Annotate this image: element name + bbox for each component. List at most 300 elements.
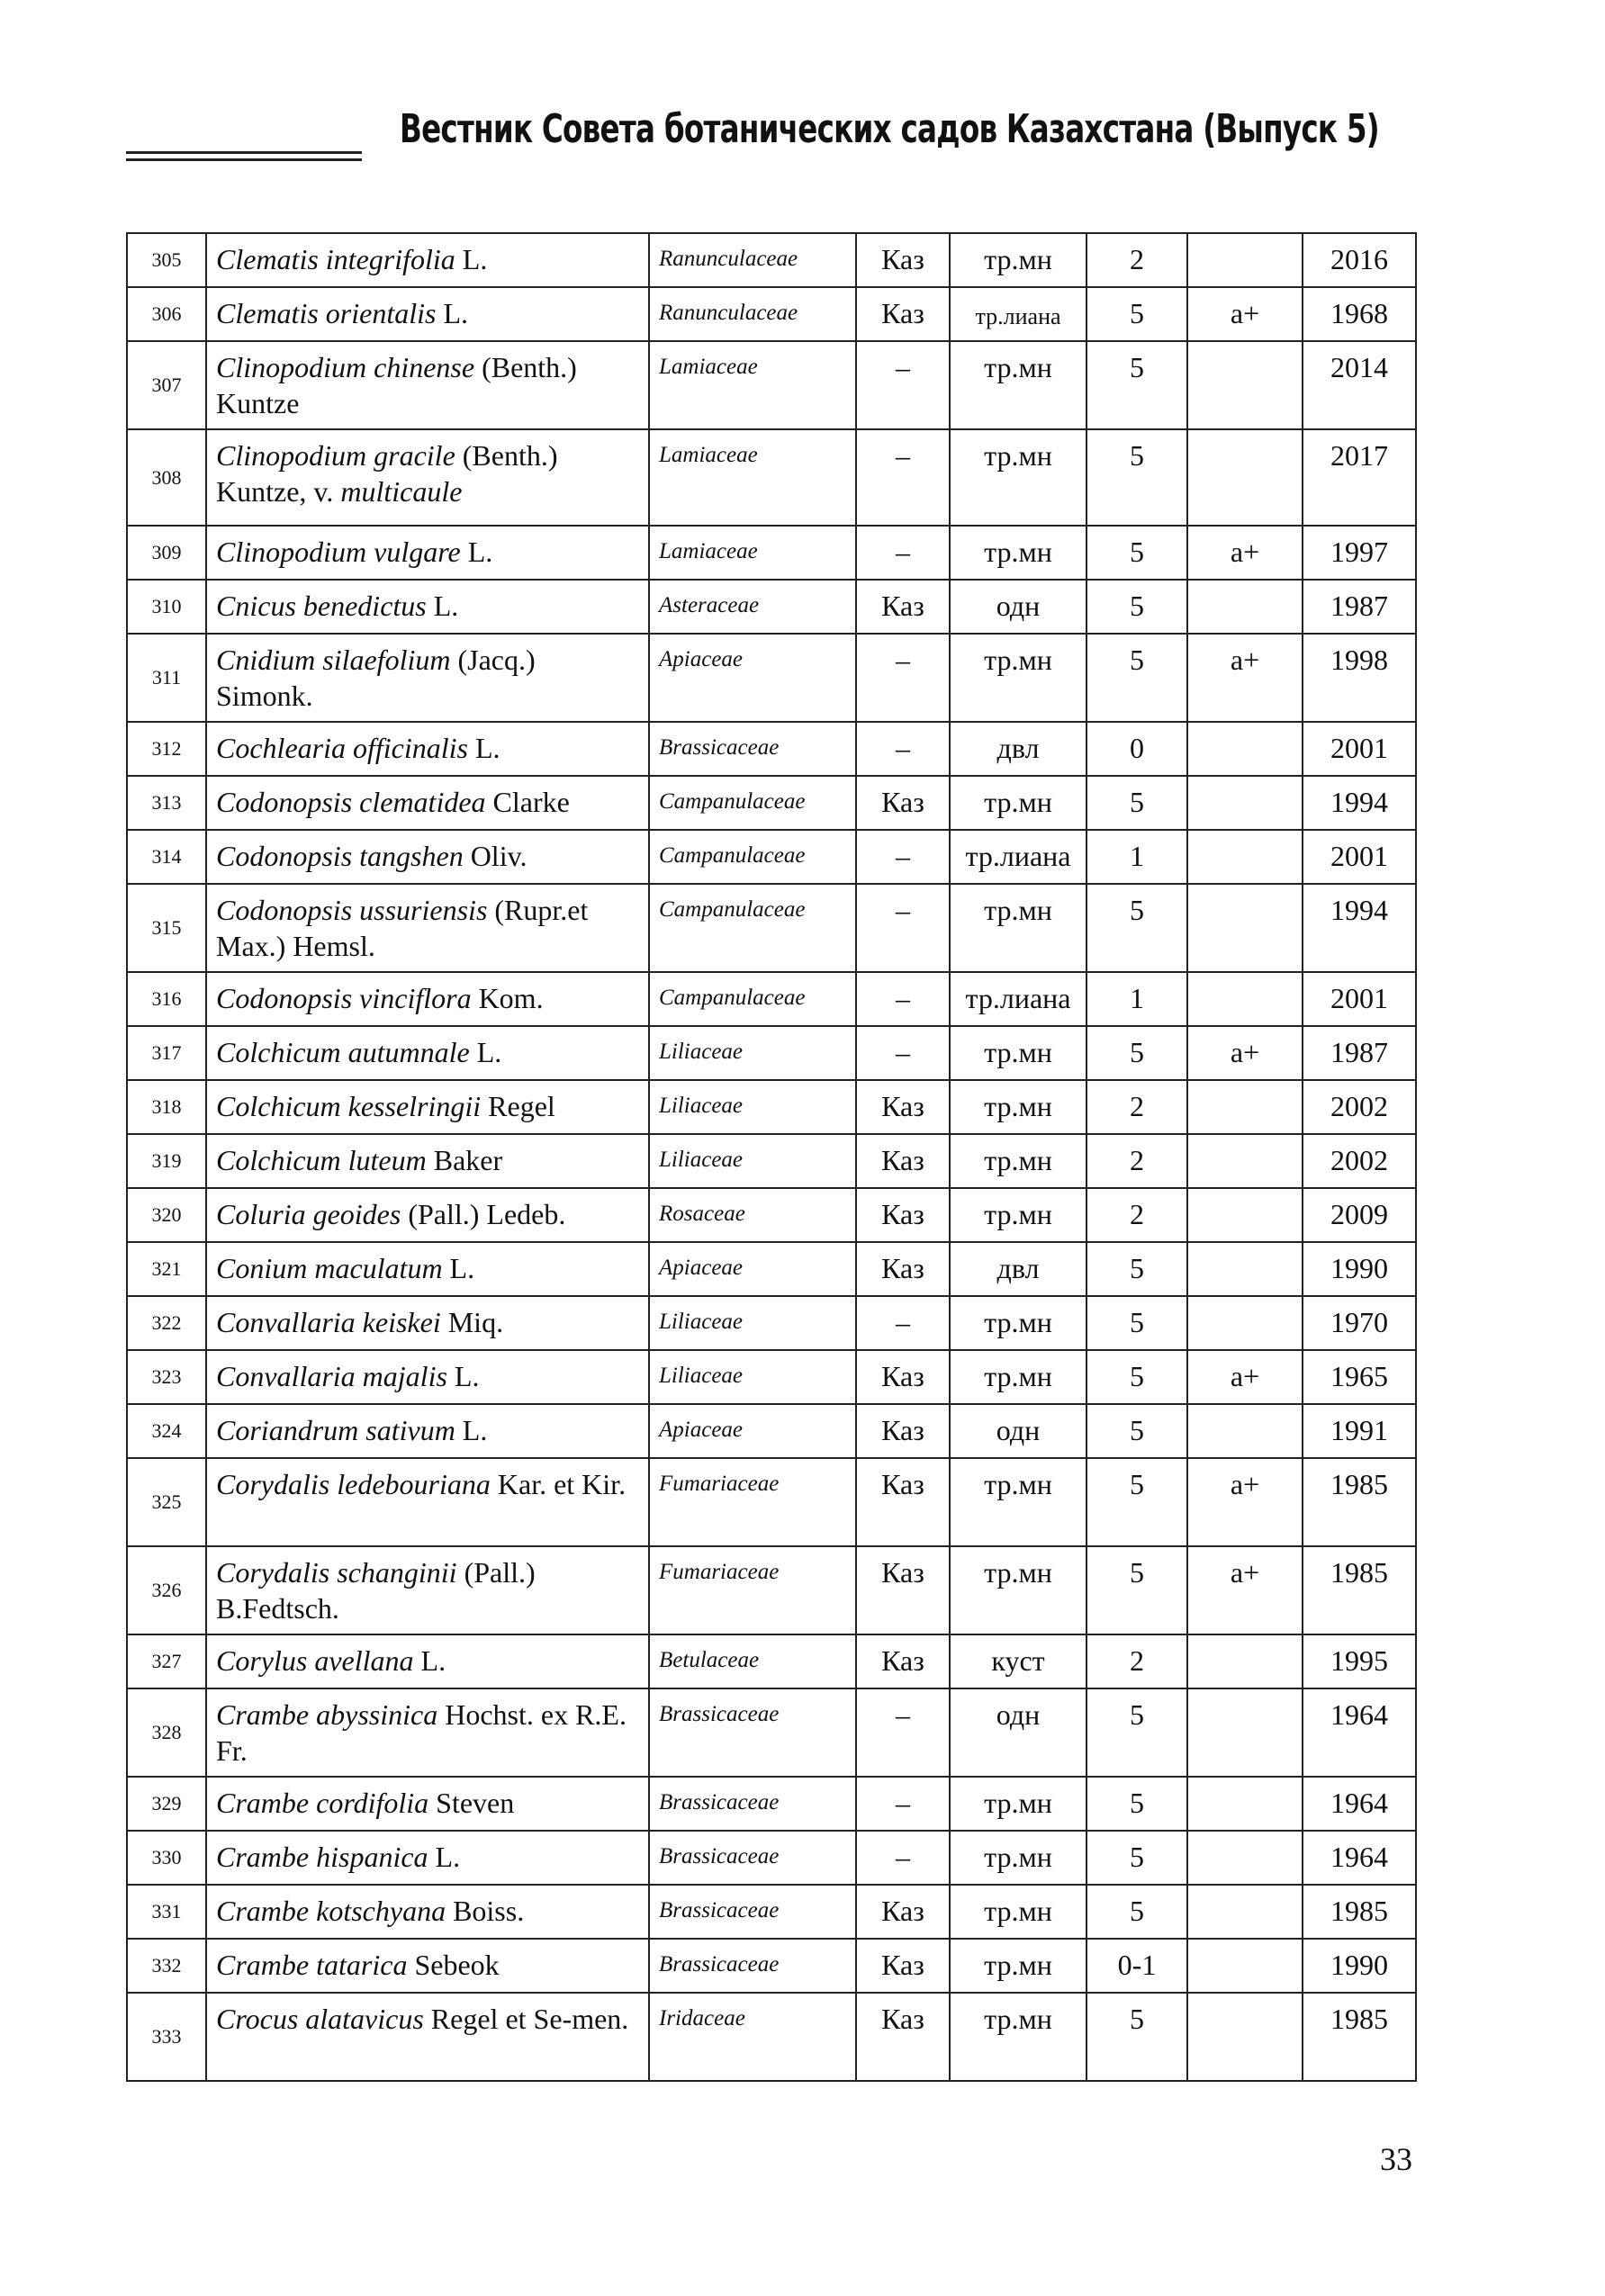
- species-binomial: Corydalis ledebouriana: [216, 1468, 491, 1500]
- mark-cell: а+: [1187, 1458, 1303, 1546]
- species-binomial: Colchicum autumnale: [216, 1036, 470, 1068]
- life-form-cell: тр.мн: [950, 1885, 1087, 1939]
- table-row: [127, 1688, 1416, 1777]
- table-row: [127, 1831, 1416, 1885]
- family-cell: Liliaceae: [649, 1026, 856, 1080]
- region-cell: –: [856, 341, 950, 429]
- mark-cell: а+: [1187, 287, 1303, 341]
- life-form-cell: тр.мн: [950, 1458, 1087, 1546]
- row-number: 317: [127, 1026, 206, 1080]
- species-binomial: Codonopsis ussuriensis: [216, 894, 488, 926]
- family-cell: Liliaceae: [649, 1350, 856, 1404]
- mark-cell: [1187, 722, 1303, 776]
- year-cell: 1985: [1303, 1458, 1416, 1546]
- header-rule: [126, 151, 362, 166]
- region-cell: –: [856, 1831, 950, 1885]
- family-cell: Asteraceae: [649, 580, 856, 634]
- score-cell: 5: [1087, 634, 1187, 722]
- region-cell: –: [856, 1026, 950, 1080]
- year-cell: 1990: [1303, 1939, 1416, 1993]
- page-number: 33: [1380, 2141, 1412, 2177]
- family-cell: Fumariaceae: [649, 1546, 856, 1634]
- species-binomial: Crambe hispanica: [216, 1841, 428, 1873]
- family-cell: Lamiaceae: [649, 526, 856, 580]
- species-author: L.: [442, 1252, 475, 1284]
- table-row: [127, 1296, 1416, 1350]
- species-name: [206, 884, 649, 972]
- species-author: L.: [436, 297, 468, 329]
- score-cell: 1: [1087, 972, 1187, 1026]
- life-form-cell: куст: [950, 1634, 1087, 1688]
- mark-cell: а+: [1187, 1350, 1303, 1404]
- mark-cell: [1187, 884, 1303, 972]
- family-cell: Rosaceae: [649, 1188, 856, 1242]
- species-name: [206, 776, 649, 830]
- mark-cell: [1187, 1134, 1303, 1188]
- life-form-cell: одн: [950, 1688, 1087, 1777]
- species-author: (Jacq.) Simonk.: [216, 644, 536, 712]
- year-cell: 2002: [1303, 1080, 1416, 1134]
- species-binomial: Coluria geoides: [216, 1198, 401, 1230]
- family-cell: Brassicaceae: [649, 1885, 856, 1939]
- table-row: [127, 1404, 1416, 1458]
- life-form-cell: тр.мн: [950, 526, 1087, 580]
- species-binomial: Clinopodium gracile: [216, 439, 455, 472]
- species-author: L.: [428, 1841, 461, 1873]
- family-cell: Lamiaceae: [649, 429, 856, 526]
- life-form-cell: тр.мн: [950, 1831, 1087, 1885]
- species-binomial: Corydalis schanginii: [216, 1556, 457, 1589]
- table-row: [127, 233, 1416, 287]
- row-number: 332: [127, 1939, 206, 1993]
- species-author: Regel et Se-men.: [423, 2003, 629, 2035]
- row-number: 325: [127, 1458, 206, 1546]
- mark-cell: а+: [1187, 634, 1303, 722]
- year-cell: 2001: [1303, 722, 1416, 776]
- score-cell: 5: [1087, 1688, 1187, 1777]
- species-binomial: Corylus avellana: [216, 1644, 414, 1677]
- species-name: [206, 526, 649, 580]
- species-author: Baker: [426, 1144, 503, 1176]
- year-cell: 1994: [1303, 776, 1416, 830]
- year-cell: 2002: [1303, 1134, 1416, 1188]
- mark-cell: [1187, 1885, 1303, 1939]
- species-name: [206, 287, 649, 341]
- life-form-cell: двл: [950, 722, 1087, 776]
- family-cell: Liliaceae: [649, 1080, 856, 1134]
- life-form-cell: тр.лиана: [950, 830, 1087, 884]
- score-cell: 5: [1087, 580, 1187, 634]
- species-author: L.: [426, 590, 459, 622]
- table-row: [127, 830, 1416, 884]
- table-row: [127, 1080, 1416, 1134]
- score-cell: 0-1: [1087, 1939, 1187, 1993]
- year-cell: 1965: [1303, 1350, 1416, 1404]
- mark-cell: [1187, 1404, 1303, 1458]
- species-author: L.: [413, 1644, 446, 1677]
- life-form-cell: тр.мн: [950, 341, 1087, 429]
- life-form-cell: одн: [950, 580, 1087, 634]
- species-author: Regel: [481, 1090, 555, 1122]
- species-author: (Benth.) Kuntze: [216, 351, 577, 419]
- life-form-cell: тр.мн: [950, 884, 1087, 972]
- region-cell: Каз: [856, 1134, 950, 1188]
- species-name: [206, 1458, 649, 1546]
- year-cell: 1985: [1303, 1546, 1416, 1634]
- family-cell: Brassicaceae: [649, 1831, 856, 1885]
- year-cell: 1987: [1303, 580, 1416, 634]
- life-form-cell: тр.мн: [950, 1026, 1087, 1080]
- region-cell: –: [856, 526, 950, 580]
- table-row: [127, 1188, 1416, 1242]
- species-binomial: Crocus alatavicus: [216, 2003, 424, 2035]
- mark-cell: [1187, 1939, 1303, 1993]
- species-name: [206, 1080, 649, 1134]
- table-row: [127, 1134, 1416, 1188]
- table-row: [127, 341, 1416, 429]
- species-author: L.: [455, 1414, 488, 1446]
- species-binomial: Codonopsis tangshen: [216, 840, 464, 872]
- family-cell: Fumariaceae: [649, 1458, 856, 1546]
- row-number: 333: [127, 1993, 206, 2081]
- region-cell: Каз: [856, 1242, 950, 1296]
- year-cell: 2001: [1303, 830, 1416, 884]
- species-binomial: Codonopsis clematidea: [216, 786, 486, 818]
- table-row: [127, 776, 1416, 830]
- row-number: 311: [127, 634, 206, 722]
- life-form-cell: тр.мн: [950, 1939, 1087, 1993]
- score-cell: 5: [1087, 1546, 1187, 1634]
- row-number: 319: [127, 1134, 206, 1188]
- year-cell: 1998: [1303, 634, 1416, 722]
- species-author: (Benth.) Kuntze, v.: [216, 439, 558, 508]
- year-cell: 1987: [1303, 1026, 1416, 1080]
- year-cell: 1997: [1303, 526, 1416, 580]
- species-name: [206, 722, 649, 776]
- species-name: [206, 1546, 649, 1634]
- species-author: (Pall.) Ledeb.: [401, 1198, 566, 1230]
- species-name: [206, 1885, 649, 1939]
- row-number: 308: [127, 429, 206, 526]
- species-binomial: Crambe tatarica: [216, 1949, 408, 1981]
- year-cell: 1985: [1303, 1885, 1416, 1939]
- species-binomial: Conium maculatum: [216, 1252, 443, 1284]
- row-number: 305: [127, 233, 206, 287]
- row-number: 307: [127, 341, 206, 429]
- species-author: L.: [469, 1036, 502, 1068]
- row-number: 309: [127, 526, 206, 580]
- row-number: 314: [127, 830, 206, 884]
- mark-cell: [1187, 1242, 1303, 1296]
- species-name: [206, 1134, 649, 1188]
- family-cell: Brassicaceae: [649, 1939, 856, 1993]
- region-cell: –: [856, 634, 950, 722]
- species-name: [206, 1350, 649, 1404]
- table-row: [127, 634, 1416, 722]
- table-row: [127, 580, 1416, 634]
- region-cell: –: [856, 722, 950, 776]
- mark-cell: [1187, 776, 1303, 830]
- life-form-cell: тр.мн: [950, 1080, 1087, 1134]
- year-cell: 1964: [1303, 1688, 1416, 1777]
- species-name: [206, 1188, 649, 1242]
- species-table: [126, 232, 1417, 2082]
- life-form-cell: тр.мн: [950, 233, 1087, 287]
- mark-cell: а+: [1187, 526, 1303, 580]
- species-binomial: Clematis integrifolia: [216, 243, 455, 275]
- score-cell: 5: [1087, 341, 1187, 429]
- region-cell: –: [856, 884, 950, 972]
- species-author: (Pall.) B.Fedtsch.: [216, 1556, 536, 1625]
- row-number: 330: [127, 1831, 206, 1885]
- table-row: [127, 1777, 1416, 1831]
- row-number: 312: [127, 722, 206, 776]
- species-author: Hochst. ex R.E. Fr.: [216, 1698, 627, 1767]
- family-cell: Betulaceae: [649, 1634, 856, 1688]
- score-cell: 5: [1087, 287, 1187, 341]
- family-cell: Campanulaceae: [649, 830, 856, 884]
- score-cell: 2: [1087, 1080, 1187, 1134]
- family-cell: Lamiaceae: [649, 341, 856, 429]
- species-name: [206, 341, 649, 429]
- region-cell: Каз: [856, 287, 950, 341]
- row-number: 321: [127, 1242, 206, 1296]
- species-name: [206, 1296, 649, 1350]
- table-row: [127, 1993, 1416, 2081]
- species-binomial: Coriandrum sativum: [216, 1414, 455, 1446]
- region-cell: Каз: [856, 580, 950, 634]
- score-cell: 5: [1087, 1350, 1187, 1404]
- species-name: [206, 429, 649, 526]
- species-binomial: Colchicum kesselringii: [216, 1090, 482, 1122]
- species-binomial: Cnidium silaefolium: [216, 644, 451, 676]
- species-author: L.: [455, 243, 488, 275]
- score-cell: 5: [1087, 1404, 1187, 1458]
- family-cell: Apiaceae: [649, 1242, 856, 1296]
- table-row: [127, 1458, 1416, 1546]
- mark-cell: [1187, 429, 1303, 526]
- mark-cell: [1187, 1831, 1303, 1885]
- score-cell: 5: [1087, 526, 1187, 580]
- mark-cell: [1187, 1777, 1303, 1831]
- row-number: 310: [127, 580, 206, 634]
- family-cell: Brassicaceae: [649, 722, 856, 776]
- score-cell: 5: [1087, 776, 1187, 830]
- mark-cell: [1187, 1634, 1303, 1688]
- row-number: 323: [127, 1350, 206, 1404]
- species-binomial: Colchicum luteum: [216, 1144, 427, 1176]
- region-cell: –: [856, 1688, 950, 1777]
- row-number: 306: [127, 287, 206, 341]
- score-cell: 5: [1087, 1026, 1187, 1080]
- table-row: [127, 1242, 1416, 1296]
- species-name: [206, 1831, 649, 1885]
- mark-cell: а+: [1187, 1546, 1303, 1634]
- table-row: [127, 1634, 1416, 1688]
- species-binomial: Convallaria keiskei: [216, 1306, 441, 1338]
- family-cell: Liliaceae: [649, 1134, 856, 1188]
- species-author: Steven: [428, 1787, 515, 1819]
- mark-cell: [1187, 1080, 1303, 1134]
- species-author: Clarke: [485, 786, 570, 818]
- species-author: Kar. et Kir.: [490, 1468, 627, 1500]
- region-cell: –: [856, 429, 950, 526]
- species-author: L.: [467, 732, 500, 764]
- species-author: Kom.: [471, 982, 544, 1014]
- species-name: [206, 830, 649, 884]
- species-author: Oliv.: [463, 840, 527, 872]
- species-name: [206, 580, 649, 634]
- table-row: [127, 884, 1416, 972]
- life-form-cell: тр.мн: [950, 429, 1087, 526]
- species-binomial: Crambe abyssinica: [216, 1698, 438, 1731]
- year-cell: 2001: [1303, 972, 1416, 1026]
- score-cell: 5: [1087, 1242, 1187, 1296]
- mark-cell: [1187, 341, 1303, 429]
- species-name: [206, 1993, 649, 2081]
- family-cell: Apiaceae: [649, 634, 856, 722]
- life-form-cell: двл: [950, 1242, 1087, 1296]
- year-cell: 1995: [1303, 1634, 1416, 1688]
- year-cell: 1994: [1303, 884, 1416, 972]
- row-number: 316: [127, 972, 206, 1026]
- family-cell: Campanulaceae: [649, 776, 856, 830]
- score-cell: 2: [1087, 233, 1187, 287]
- mark-cell: [1187, 1188, 1303, 1242]
- score-cell: 5: [1087, 1885, 1187, 1939]
- year-cell: 1968: [1303, 287, 1416, 341]
- region-cell: Каз: [856, 1188, 950, 1242]
- life-form-cell: тр.мн: [950, 1188, 1087, 1242]
- family-cell: Brassicaceae: [649, 1777, 856, 1831]
- family-cell: Campanulaceae: [649, 972, 856, 1026]
- table-row: [127, 429, 1416, 526]
- score-cell: 5: [1087, 1831, 1187, 1885]
- species-binomial: Convallaria majalis: [216, 1360, 447, 1392]
- score-cell: 5: [1087, 1296, 1187, 1350]
- region-cell: Каз: [856, 1885, 950, 1939]
- row-number: 327: [127, 1634, 206, 1688]
- species-binomial: Cnicus benedictus: [216, 590, 427, 622]
- species-binomial: Crambe kotschyana: [216, 1895, 446, 1927]
- species-name: [206, 1777, 649, 1831]
- table-row: [127, 722, 1416, 776]
- species-author: Sebeok: [407, 1949, 500, 1981]
- mark-cell: [1187, 1993, 1303, 2081]
- family-cell: Iridaceae: [649, 1993, 856, 2081]
- score-cell: 5: [1087, 884, 1187, 972]
- species-name: [206, 233, 649, 287]
- region-cell: Каз: [856, 1404, 950, 1458]
- species-author: Boiss.: [446, 1895, 525, 1927]
- mark-cell: [1187, 580, 1303, 634]
- species-binomial: Clinopodium chinense: [216, 351, 475, 383]
- score-cell: 5: [1087, 1993, 1187, 2081]
- region-cell: Каз: [856, 1350, 950, 1404]
- score-cell: 2: [1087, 1634, 1187, 1688]
- family-cell: Ranunculaceae: [649, 233, 856, 287]
- family-cell: Apiaceae: [649, 1404, 856, 1458]
- family-cell: Ranunculaceae: [649, 287, 856, 341]
- row-number: 313: [127, 776, 206, 830]
- table-row: [127, 1350, 1416, 1404]
- year-cell: 2016: [1303, 233, 1416, 287]
- species-author: L.: [460, 536, 493, 568]
- life-form-cell: тр.мн: [950, 634, 1087, 722]
- region-cell: Каз: [856, 1634, 950, 1688]
- table-row: [127, 1026, 1416, 1080]
- region-cell: Каз: [856, 776, 950, 830]
- year-cell: 2017: [1303, 429, 1416, 526]
- year-cell: 1985: [1303, 1993, 1416, 2081]
- table-row: [127, 972, 1416, 1026]
- row-number: 331: [127, 1885, 206, 1939]
- species-name: [206, 972, 649, 1026]
- life-form-cell: тр.мн: [950, 1993, 1087, 2081]
- species-binomial: Codonopsis vinciflora: [216, 982, 472, 1014]
- mark-cell: а+: [1187, 1026, 1303, 1080]
- row-number: 324: [127, 1404, 206, 1458]
- table-row: [127, 526, 1416, 580]
- species-binomial: Cochlearia officinalis: [216, 732, 468, 764]
- table-row: [127, 1939, 1416, 1993]
- region-cell: Каз: [856, 1993, 950, 2081]
- row-number: 318: [127, 1080, 206, 1134]
- species-author: L.: [446, 1360, 480, 1392]
- table-row: [127, 1546, 1416, 1634]
- family-cell: Liliaceae: [649, 1296, 856, 1350]
- region-cell: Каз: [856, 1080, 950, 1134]
- species-name: [206, 1634, 649, 1688]
- life-form-cell: тр.мн: [950, 776, 1087, 830]
- year-cell: 2014: [1303, 341, 1416, 429]
- region-cell: –: [856, 1777, 950, 1831]
- life-form-cell: тр.мн: [950, 1134, 1087, 1188]
- region-cell: –: [856, 972, 950, 1026]
- region-cell: –: [856, 830, 950, 884]
- mark-cell: [1187, 972, 1303, 1026]
- score-cell: 5: [1087, 1777, 1187, 1831]
- species-name: [206, 1404, 649, 1458]
- species-binomial: Crambe cordifolia: [216, 1787, 429, 1819]
- life-form-cell: тр.мн: [950, 1296, 1087, 1350]
- year-cell: 1990: [1303, 1242, 1416, 1296]
- life-form-cell: тр.лиана: [950, 972, 1087, 1026]
- life-form-cell: тр.мн: [950, 1350, 1087, 1404]
- species-name: [206, 1939, 649, 1993]
- year-cell: 1970: [1303, 1296, 1416, 1350]
- species-variety: multicaule: [340, 475, 463, 508]
- table-row: [127, 287, 1416, 341]
- score-cell: 2: [1087, 1134, 1187, 1188]
- row-number: 322: [127, 1296, 206, 1350]
- row-number: 320: [127, 1188, 206, 1242]
- life-form-cell: тр.лиана: [950, 287, 1087, 341]
- species-name: [206, 1688, 649, 1777]
- year-cell: 1964: [1303, 1777, 1416, 1831]
- species-binomial: Clematis orientalis: [216, 297, 437, 329]
- family-cell: Campanulaceae: [649, 884, 856, 972]
- species-name: [206, 1242, 649, 1296]
- score-cell: 1: [1087, 830, 1187, 884]
- row-number: 329: [127, 1777, 206, 1831]
- year-cell: 1991: [1303, 1404, 1416, 1458]
- species-binomial: Clinopodium vulgare: [216, 536, 461, 568]
- species-author: Miq.: [440, 1306, 504, 1338]
- year-cell: 2009: [1303, 1188, 1416, 1242]
- year-cell: 1964: [1303, 1831, 1416, 1885]
- row-number: 328: [127, 1688, 206, 1777]
